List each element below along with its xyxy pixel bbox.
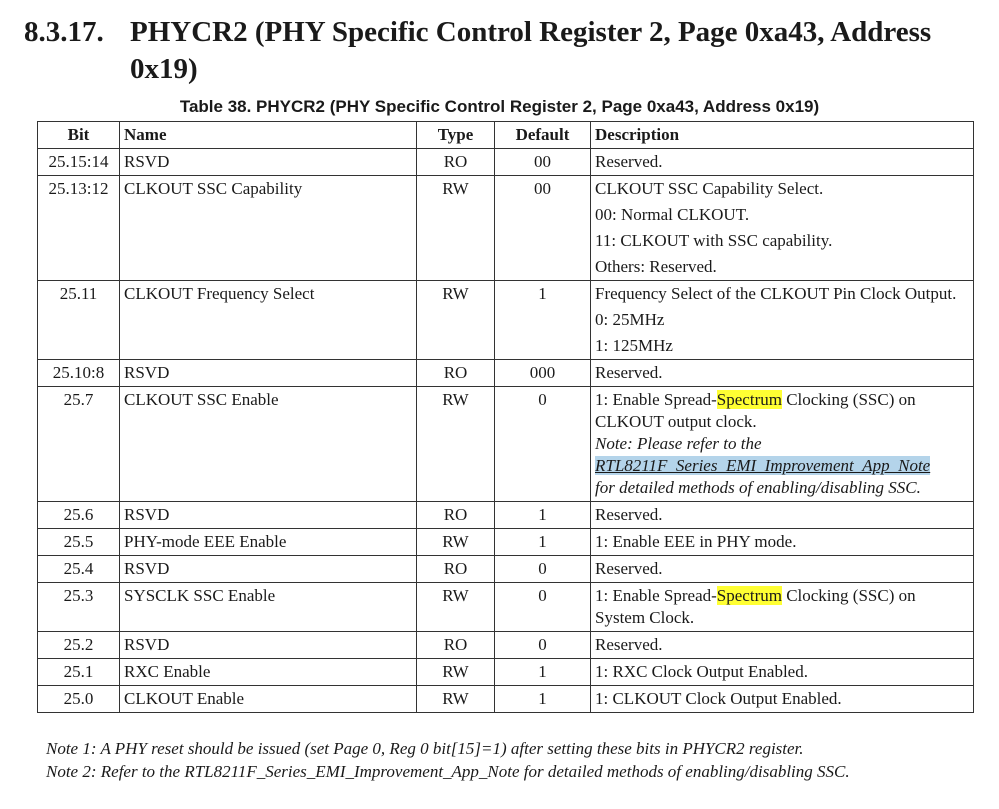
cell-bit: 25.11 [38,281,120,360]
register-table [37,121,974,713]
column-header-name: Name [120,122,417,149]
table-row [38,176,974,281]
highlighted-word: Spectrum [716,390,782,409]
cell-default: 0 [495,387,591,502]
cell-default: 0 [495,583,591,632]
cell-type: RO [417,149,495,176]
column-header-default: Default [495,122,591,149]
description-line: 1: RXC Clock Output Enabled. [595,662,808,681]
section-title: PHYCR2 (PHY Specific Control Register 2, Page 0xa43, Address 0x19) [130,16,932,85]
cell-name: CLKOUT Frequency Select [120,281,417,360]
table-header-row [38,122,974,149]
table-row [38,149,974,176]
cell-default: 00 [495,149,591,176]
cell-type: RW [417,176,495,281]
cell-name: RSVD [120,556,417,583]
highlighted-word: Spectrum [716,586,782,605]
cell-bit: 25.2 [38,632,120,659]
description-line: Reserved. [595,505,663,524]
table-row [38,387,974,502]
cell-name: RXC Enable [120,659,417,686]
cell-bit: 25.3 [38,583,120,632]
cell-type: RW [417,686,495,713]
description-line: 1: Enable EEE in PHY mode. [595,532,797,551]
description-line: 00: Normal CLKOUT. [595,205,750,224]
table-row [38,360,974,387]
description-text: 1: Enable Spread- [595,586,717,605]
table-notes [46,737,986,783]
cell-description [591,556,974,583]
cell-description [591,176,974,281]
column-header-type: Type [417,122,495,149]
cell-name: CLKOUT SSC Enable [120,387,417,502]
cell-type: RW [417,583,495,632]
cell-type: RO [417,632,495,659]
cell-type: RW [417,529,495,556]
section-heading [24,14,984,88]
cell-description [591,149,974,176]
description-line: Reserved. [595,635,663,654]
table-row [38,281,974,360]
description-line [595,585,969,629]
table-row [38,529,974,556]
description-line: 11: CLKOUT with SSC capability. [595,231,833,250]
description-line: CLKOUT SSC Capability Select. [595,179,824,198]
cell-default: 00 [495,176,591,281]
cell-description [591,529,974,556]
cell-default: 0 [495,556,591,583]
cell-description [591,583,974,632]
cell-bit: 25.7 [38,387,120,502]
description-line: 1: 125MHz [595,336,673,355]
cell-default: 000 [495,360,591,387]
cell-name: RSVD [120,360,417,387]
column-header-bit: Bit [38,122,120,149]
table-row [38,556,974,583]
cell-name: RSVD [120,502,417,529]
cell-bit: 25.0 [38,686,120,713]
cell-bit: 25.6 [38,502,120,529]
cell-type: RO [417,502,495,529]
table-row [38,686,974,713]
description-line: 0: 25MHz [595,310,665,329]
cell-description [591,659,974,686]
section-number: 8.3.17. [24,16,104,48]
description-line: Others: Reserved. [595,257,717,276]
description-line: Frequency Select of the CLKOUT Pin Clock Output. [595,284,957,303]
cell-description [591,632,974,659]
description-text: Clocking (SSC) on CLKOUT output clock. [595,390,916,431]
cell-bit: 25.13:12 [38,176,120,281]
cell-default: 1 [495,686,591,713]
description-note: for detailed methods of enabling/disabling SSC. [595,478,921,497]
cell-type: RO [417,360,495,387]
cell-type: RW [417,387,495,502]
note-2: Note 2: Refer to the RTL8211F_Series_EMI_Improvement_App_Note for detailed methods of enabling/disabling SSC. [46,762,850,781]
cell-default: 1 [495,281,591,360]
cell-name: CLKOUT Enable [120,686,417,713]
cell-name: PHY-mode EEE Enable [120,529,417,556]
description-line [595,455,969,477]
cell-type: RW [417,659,495,686]
description-line: 1: CLKOUT Clock Output Enabled. [595,689,842,708]
cell-default: 1 [495,529,591,556]
description-line: Reserved. [595,363,663,382]
table-row [38,659,974,686]
cell-bit: 25.1 [38,659,120,686]
cell-description [591,360,974,387]
cell-bit: 25.4 [38,556,120,583]
cell-name: SYSCLK SSC Enable [120,583,417,632]
app-note-link[interactable]: RTL8211F_Series_EMI_Improvement_App_Note [595,456,931,475]
cell-default: 1 [495,659,591,686]
cell-description [591,502,974,529]
description-line: Reserved. [595,152,663,171]
cell-default: 1 [495,502,591,529]
description-text: Clocking (SSC) on System Clock. [595,586,916,627]
cell-name: RSVD [120,149,417,176]
description-line [595,389,969,433]
cell-description [591,387,974,502]
description-line: Reserved. [595,559,663,578]
table-caption: Table 38. PHYCR2 (PHY Specific Control Register 2, Page 0xa43, Address 0x19) [179,97,820,116]
description-text: 1: Enable Spread- [595,390,717,409]
cell-bit: 25.5 [38,529,120,556]
column-header-description: Description [591,122,974,149]
cell-type: RO [417,556,495,583]
cell-type: RW [417,281,495,360]
cell-description [591,686,974,713]
table-row [38,502,974,529]
cell-name: RSVD [120,632,417,659]
note-1: Note 1: A PHY reset should be issued (set Page 0, Reg 0 bit[15]=1) after setting these bits in PHYCR2 register. [46,739,804,758]
cell-description [591,281,974,360]
cell-bit: 25.10:8 [38,360,120,387]
cell-bit: 25.15:14 [38,149,120,176]
description-note: Note: Please refer to the [595,434,762,453]
cell-name: CLKOUT SSC Capability [120,176,417,281]
table-row [38,583,974,632]
table-row [38,632,974,659]
cell-default: 0 [495,632,591,659]
